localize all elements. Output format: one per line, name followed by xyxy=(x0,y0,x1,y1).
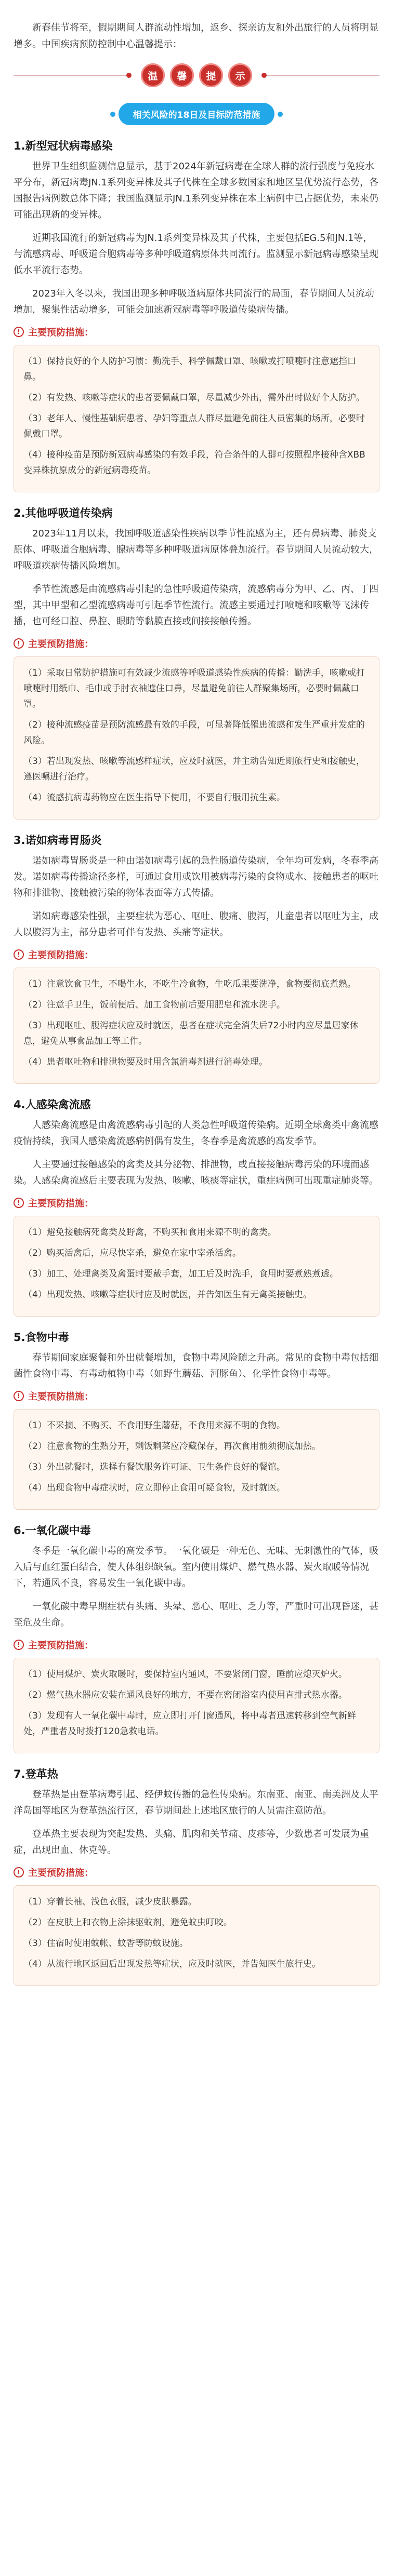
section-paragraph: 诺如病毒胃肠炎是一种由诺如病毒引起的急性肠道传染病，全年均可发病，冬春季高发。诺如病毒传播途径多样，可通过食用或饮用被病毒污染的食物或水、接触患者的呕吐物和排泄物、接触被污染的物体表面等方式传播。 xyxy=(14,855,378,898)
prevention-item: （1）采取日常防护措施可有效减少流感等呼吸道感染性疾病的传播：勤洗手，咳嗽或打喷嚏时用纸巾、毛巾或手肘衣袖遮住口鼻，尽量避免前往人群聚集场所，必要时佩戴口罩。 xyxy=(23,668,365,709)
ribbon-line-left xyxy=(14,75,132,76)
intro-paragraph: 新春佳节将至，假期期间人群流动性增加，返乡、探亲访友和外出旅行的人员将明显增多。中国疾病预防控制中心温馨提示： xyxy=(14,22,378,50)
alert-icon: ! xyxy=(14,1198,24,1208)
prevention-item: （3）老年人、慢性基础病患者、孕妇等重点人群尽量避免前往人员密集的场所，必要时佩戴口罩。 xyxy=(23,413,365,439)
prevention-label: 主要预防措施： xyxy=(28,950,94,961)
ribbon-char: 示 xyxy=(228,63,252,87)
prevention-title xyxy=(14,1638,379,1652)
prevention-title xyxy=(14,1389,379,1403)
section-paragraph: 近期我国流行的新冠病毒为JN.1系列变异株及其子代株，主要包括EG.5和JN.1等，与流感病毒、呼吸道合胞病毒等多种呼吸道病原体共同流行。监测显示新冠病毒感染呈现低水平流行态势。 xyxy=(14,233,378,276)
section-paragraph: 人主要通过接触感染的禽类及其分泌物、排泄物，或直接接触病毒污染的环境而感染。人感染禽流感后主要表现为发热、咳嗽、咳痰等症状，重症病例可出现重症肺炎等。 xyxy=(14,1159,378,1186)
prevention-item: （1）避免接触病死禽类及野禽，不购买和食用来源不明的禽类。 xyxy=(23,1227,277,1238)
prevention-item: （2）在皮肤上和衣物上涂抹驱蚊剂，避免蚊虫叮咬。 xyxy=(23,1917,232,1928)
prevention-item: （4）接种疫苗是预防新冠病毒感染的有效手段，符合条件的人群可按照程序接种含XBB变异株抗原成分的新冠病毒疫苗。 xyxy=(23,450,365,476)
section-paragraph: 2023年11月以来，我国呼吸道感染性疾病以季节性流感为主，还有鼻病毒、肺炎支原体、呼吸道合胞病毒、腺病毒等多种呼吸道病原体叠加流行。春节期间人员流动较大，呼吸道疾病传播风险增加。 xyxy=(14,528,378,571)
prevention-box xyxy=(14,1885,379,1986)
prevention-item: （1）注意饮食卫生，不喝生水，不吃生冷食物，生吃瓜果要洗净，食物要彻底煮熟。 xyxy=(23,979,356,989)
prevention-title xyxy=(14,948,379,961)
prevention-item: （2）购买活禽后，应尽快宰杀，避免在家中宰杀活禽。 xyxy=(23,1248,241,1258)
alert-icon: ! xyxy=(14,1391,24,1401)
section-title: 2.其他呼吸道传染病 xyxy=(14,507,113,519)
section-paragraph: 2023年入冬以来，我国出现多种呼吸道病原体共同流行的局面，春节期间人员流动增加，聚集性活动增多，可能会加速新冠病毒等呼吸道传染病传播。 xyxy=(14,288,374,315)
prevention-item: （4）患者呕吐物和排泄物要及时用含氯消毒剂进行消毒处理。 xyxy=(23,1057,268,1067)
section-title: 4.人感染禽流感 xyxy=(14,1098,91,1111)
prevention-item: （2）燃气热水器应安装在通风良好的地方，不要在密闭浴室内使用直排式热水器。 xyxy=(23,1690,347,1700)
section-paragraph: 春节期间家庭聚餐和外出就餐增加，食物中毒风险随之升高。常见的食物中毒包括细菌性食物中毒、有毒动植物中毒（如野生蘑菇、河豚鱼）、化学性食物中毒等。 xyxy=(14,1352,378,1379)
prevention-title xyxy=(14,325,379,339)
prevention-box xyxy=(14,968,379,1084)
section-paragraph: 季节性流感是由流感病毒引起的急性呼吸道传染病，流感病毒分为甲、乙、丙、丁四型，其中甲型和乙型流感病毒可引起季节性流行。流感主要通过打喷嚏和咳嗽等飞沫传播，也可经口腔、鼻腔、眼睛等黏膜直接或间接接触传播。 xyxy=(14,584,378,627)
prevention-item: （3）出现呕吐、腹泻症状应及时就医，患者在症状完全消失后72小时内应尽量居家休息，避免从事食品加工等工作。 xyxy=(23,1021,359,1046)
section-title: 5.食物中毒 xyxy=(14,1331,69,1344)
prevention-item: （4）流感抗病毒药物应在医生指导下使用，不要自行服用抗生素。 xyxy=(23,793,285,803)
ribbon-char: 馨 xyxy=(170,63,194,87)
prevention-title xyxy=(14,1196,379,1210)
section-paragraph: 一氧化碳中毒早期症状有头痛、头晕、恶心、呕吐、乏力等，严重时可出现昏迷，甚至危及生命。 xyxy=(14,1601,378,1628)
prevention-item: （3）住宿时使用蚊帐、蚊香等防蚊设施。 xyxy=(23,1938,188,1949)
section-paragraph: 诺如病毒感染性强，主要症状为恶心、呕吐、腹痛、腹泻，儿童患者以呕吐为主，成人以腹泻为主，部分患者可伴有发热、头痛等症状。 xyxy=(14,911,378,938)
prevention-item: （1）不采摘、不购买、不食用野生蘑菇，不食用来源不明的食物。 xyxy=(23,1420,285,1431)
ribbon-char: 温 xyxy=(141,63,165,87)
prevention-item: （4）出现食物中毒症状时，应立即停止食用可疑食物，及时就医。 xyxy=(23,1483,285,1493)
prevention-item: （4）从流行地区返回后出现发热等症状，应及时就医，并告知医生旅行史。 xyxy=(23,1959,321,1969)
ribbon-char: 提 xyxy=(199,63,223,87)
alert-icon: ! xyxy=(14,1867,24,1877)
prevention-item: （3）发现有人一氧化碳中毒时，应立即打开门窗通风，将中毒者迅速转移到空气新鲜处，严重者及时拨打120急救电话。 xyxy=(23,1711,356,1737)
warm-tip-ribbon xyxy=(14,63,379,87)
prevention-item: （2）注意食物的生熟分开，剩饭剩菜应冷藏保存，再次食用前须彻底加热。 xyxy=(23,1441,321,1452)
prevention-label: 主要预防措施： xyxy=(28,1868,94,1879)
section-tag xyxy=(14,103,379,125)
prevention-box xyxy=(14,1658,379,1753)
prevention-box xyxy=(14,345,379,492)
section-title: 6.一氧化碳中毒 xyxy=(14,1524,91,1537)
section-paragraph: 登革热主要表现为突起发热、头痛、肌肉和关节痛、皮疹等，少数患者可发展为重症，出现出血、休克等。 xyxy=(14,1829,369,1856)
ribbon-line-right xyxy=(261,75,379,76)
prevention-item: （3）加工、处理禽类及禽蛋时要戴手套，加工后及时洗手，食用时要煮熟煮透。 xyxy=(23,1269,338,1279)
prevention-item: （1）使用煤炉、炭火取暖时，要保持室内通风，不要紧闭门窗，睡前应熄灭炉火。 xyxy=(23,1669,347,1680)
section-paragraph: 世界卫生组织监测信息显示，基于2024年新冠病毒在全球人群的流行强度与免疫水平分布，新冠病毒JN.1系列变异株及其子代株在全球多数国家和地区呈优势流行态势，各国报告病例数总体下降；我国监测显示JN.1系列变异株在本土病例中已占据优势，未来仍可能出现新的变异株。 xyxy=(14,161,378,220)
prevention-label: 主要预防措施： xyxy=(28,327,94,338)
section-paragraph: 人感染禽流感是由禽流感病毒引起的人类急性呼吸道传染病。近期全球禽类中禽流感疫情持续，我国人感染禽流感病例偶有发生，冬春季是禽流感的高发季节。 xyxy=(14,1120,378,1147)
prevention-title xyxy=(14,637,379,650)
section-title: 7.登革热 xyxy=(14,1768,58,1780)
section-title: 1.新型冠状病毒感染 xyxy=(14,140,113,152)
alert-icon: ! xyxy=(14,638,24,649)
prevention-item: （4）出现发热、咳嗽等症状时应及时就医，并告知医生有无禽类接触史。 xyxy=(23,1290,312,1300)
alert-icon: ! xyxy=(14,1640,24,1650)
prevention-box xyxy=(14,656,379,820)
section-paragraph: 冬季是一氧化碳中毒的高发季节。一氧化碳是一种无色、无味、无刺激性的气体，吸入后与血红蛋白结合，使人体组织缺氧。室内使用煤炉、燃气热水器、炭火取暖等情况下，若通风不良，容易发生一氧化碳中毒。 xyxy=(14,1546,378,1589)
prevention-label: 主要预防措施： xyxy=(28,1198,94,1209)
alert-icon: ! xyxy=(14,949,24,960)
section-paragraph: 登革热是由登革病毒引起、经伊蚊传播的急性传染病。东南亚、南亚、南美洲及太平洋岛国等地区为登革热流行区，春节期间赴上述地区旅行的人员需注意防范。 xyxy=(14,1789,378,1816)
prevention-label: 主要预防措施： xyxy=(28,639,94,650)
prevention-box xyxy=(14,1409,379,1510)
prevention-label: 主要预防措施： xyxy=(28,1640,94,1651)
prevention-title xyxy=(14,1866,379,1879)
ribbon-chars xyxy=(141,63,252,87)
prevention-item: （3）外出就餐时，选择有餐饮服务许可证、卫生条件良好的餐馆。 xyxy=(23,1462,285,1472)
prevention-item: （2）注意手卫生，饭前便后、加工食物前后要用肥皂和流水洗手。 xyxy=(23,1000,285,1010)
section-tag-pill: 相关风险的18日及目标防范措施 xyxy=(119,103,275,125)
section-title: 3.诺如病毒胃肠炎 xyxy=(14,834,102,847)
alert-icon: ! xyxy=(14,327,24,337)
prevention-item: （2）接种流感疫苗是预防流感最有效的手段，可显著降低罹患流感和发生严重并发症的风险。 xyxy=(23,720,365,746)
prevention-item: （1）穿着长袖、浅色衣服，减少皮肤暴露。 xyxy=(23,1897,197,1907)
prevention-item: （3）若出现发热、咳嗽等流感样症状，应及时就医，并主动告知近期旅行史和接触史，遵医嘱进行治疗。 xyxy=(23,756,365,782)
prevention-label: 主要预防措施： xyxy=(28,1391,94,1402)
prevention-item: （1）保持良好的个人防护习惯：勤洗手、科学佩戴口罩、咳嗽或打喷嚏时注意遮挡口鼻。 xyxy=(23,356,356,382)
prevention-box xyxy=(14,1216,379,1317)
prevention-item: （2）有发热、咳嗽等症状的患者要佩戴口罩，尽量减少外出，需外出时做好个人防护。 xyxy=(23,393,365,403)
